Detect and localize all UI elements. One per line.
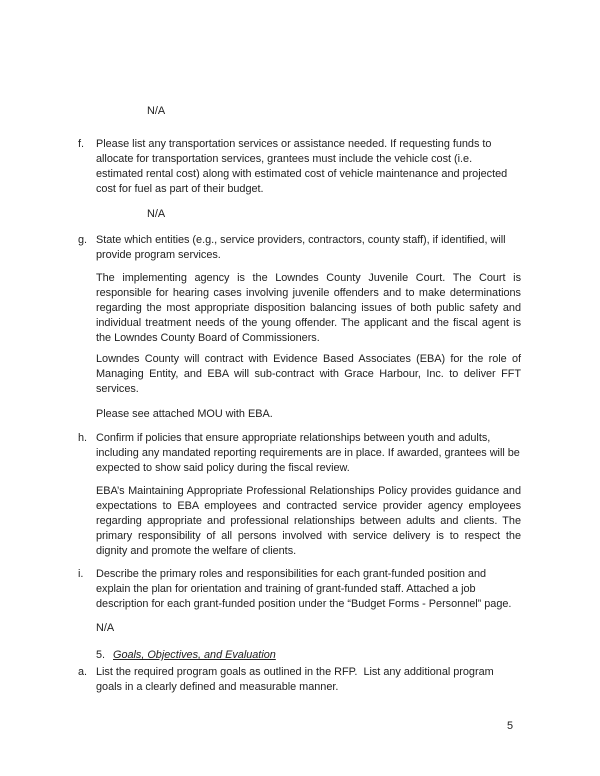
list-marker-h: h. (78, 432, 88, 444)
list-item-a (78, 665, 521, 695)
paragraph-contract: Lowndes County will contract with Evidence Based Associates (EBA) for the role of Managing Entity, and EBA will sub-contract with Grace Harbour, Inc. to deliver FFT services. (96, 353, 525, 395)
paragraph-implementing-agency: The implementing agency is the Lowndes County Juvenile Court. The Court is responsible for hearing cases involving juvenile offenders and to make determinations regarding the most appropriate disposition balancing issues of both public safety and individual treatment needs of the young offender. The applicant and the fiscal agent is the Lowndes County Board of Commissioners. (96, 272, 525, 344)
list-marker-f: f. (78, 138, 85, 150)
response-na-3: N/A (96, 622, 115, 634)
paragraph-mou: Please see attached MOU with EBA. (96, 408, 273, 420)
list-marker-g: g. (78, 234, 88, 246)
section-heading-number: 5. (96, 649, 106, 661)
paragraph-eba-policy: EBA’s Maintaining Appropriate Professional Relationships Policy provides guidance and expectations to EBA employees and contracted service provider agency employees regarding appropriate and professional relationships between adults and clients. The primary responsibility of all persons involved with service delivery is to respect the dignity and promote the welfare of clients. (96, 485, 525, 557)
list-item-f-text: Please list any transportation services or assistance needed. If requesting funds to allocate for transportation services, grantees must include the vehicle cost (i.e. estimated rental cost) along with estimated cost of vehicle maintenance and projected cost for fuel as part of their budget. (96, 138, 511, 195)
list-marker-a: a. (78, 666, 88, 678)
list-item-g (78, 233, 521, 263)
section-heading-title: Goals, Objectives, and Evaluation (113, 649, 276, 661)
list-item-i (78, 567, 521, 612)
list-item-a-text: List the required program goals as outlined in the RFP. List any additional program goals in a clearly defined and measurable manner. (96, 666, 497, 693)
section-heading (96, 648, 521, 663)
list-marker-i: i. (78, 568, 84, 580)
response-na-1: N/A (147, 105, 166, 117)
list-item-f (78, 137, 521, 197)
page-number: 5 (506, 720, 514, 732)
list-item-h (78, 431, 521, 476)
list-item-i-text: Describe the primary roles and responsibilities for each grant-funded position and explain the plan for orientation and training of grant-funded staff. Attached a job description for each grant-funded position under the “Budget Forms - Personnel” page. (96, 568, 512, 610)
list-item-g-text: State which entities (e.g., service providers, contractors, county staff), if identified, will provide program services. (96, 234, 509, 261)
list-item-h-text: Confirm if policies that ensure appropriate relationships between youth and adults, including any mandated reporting requirements are in place. If awarded, grantees will be expected to show said policy during the fiscal review. (96, 432, 523, 474)
document-content (78, 104, 525, 695)
response-na-2: N/A (147, 208, 166, 220)
